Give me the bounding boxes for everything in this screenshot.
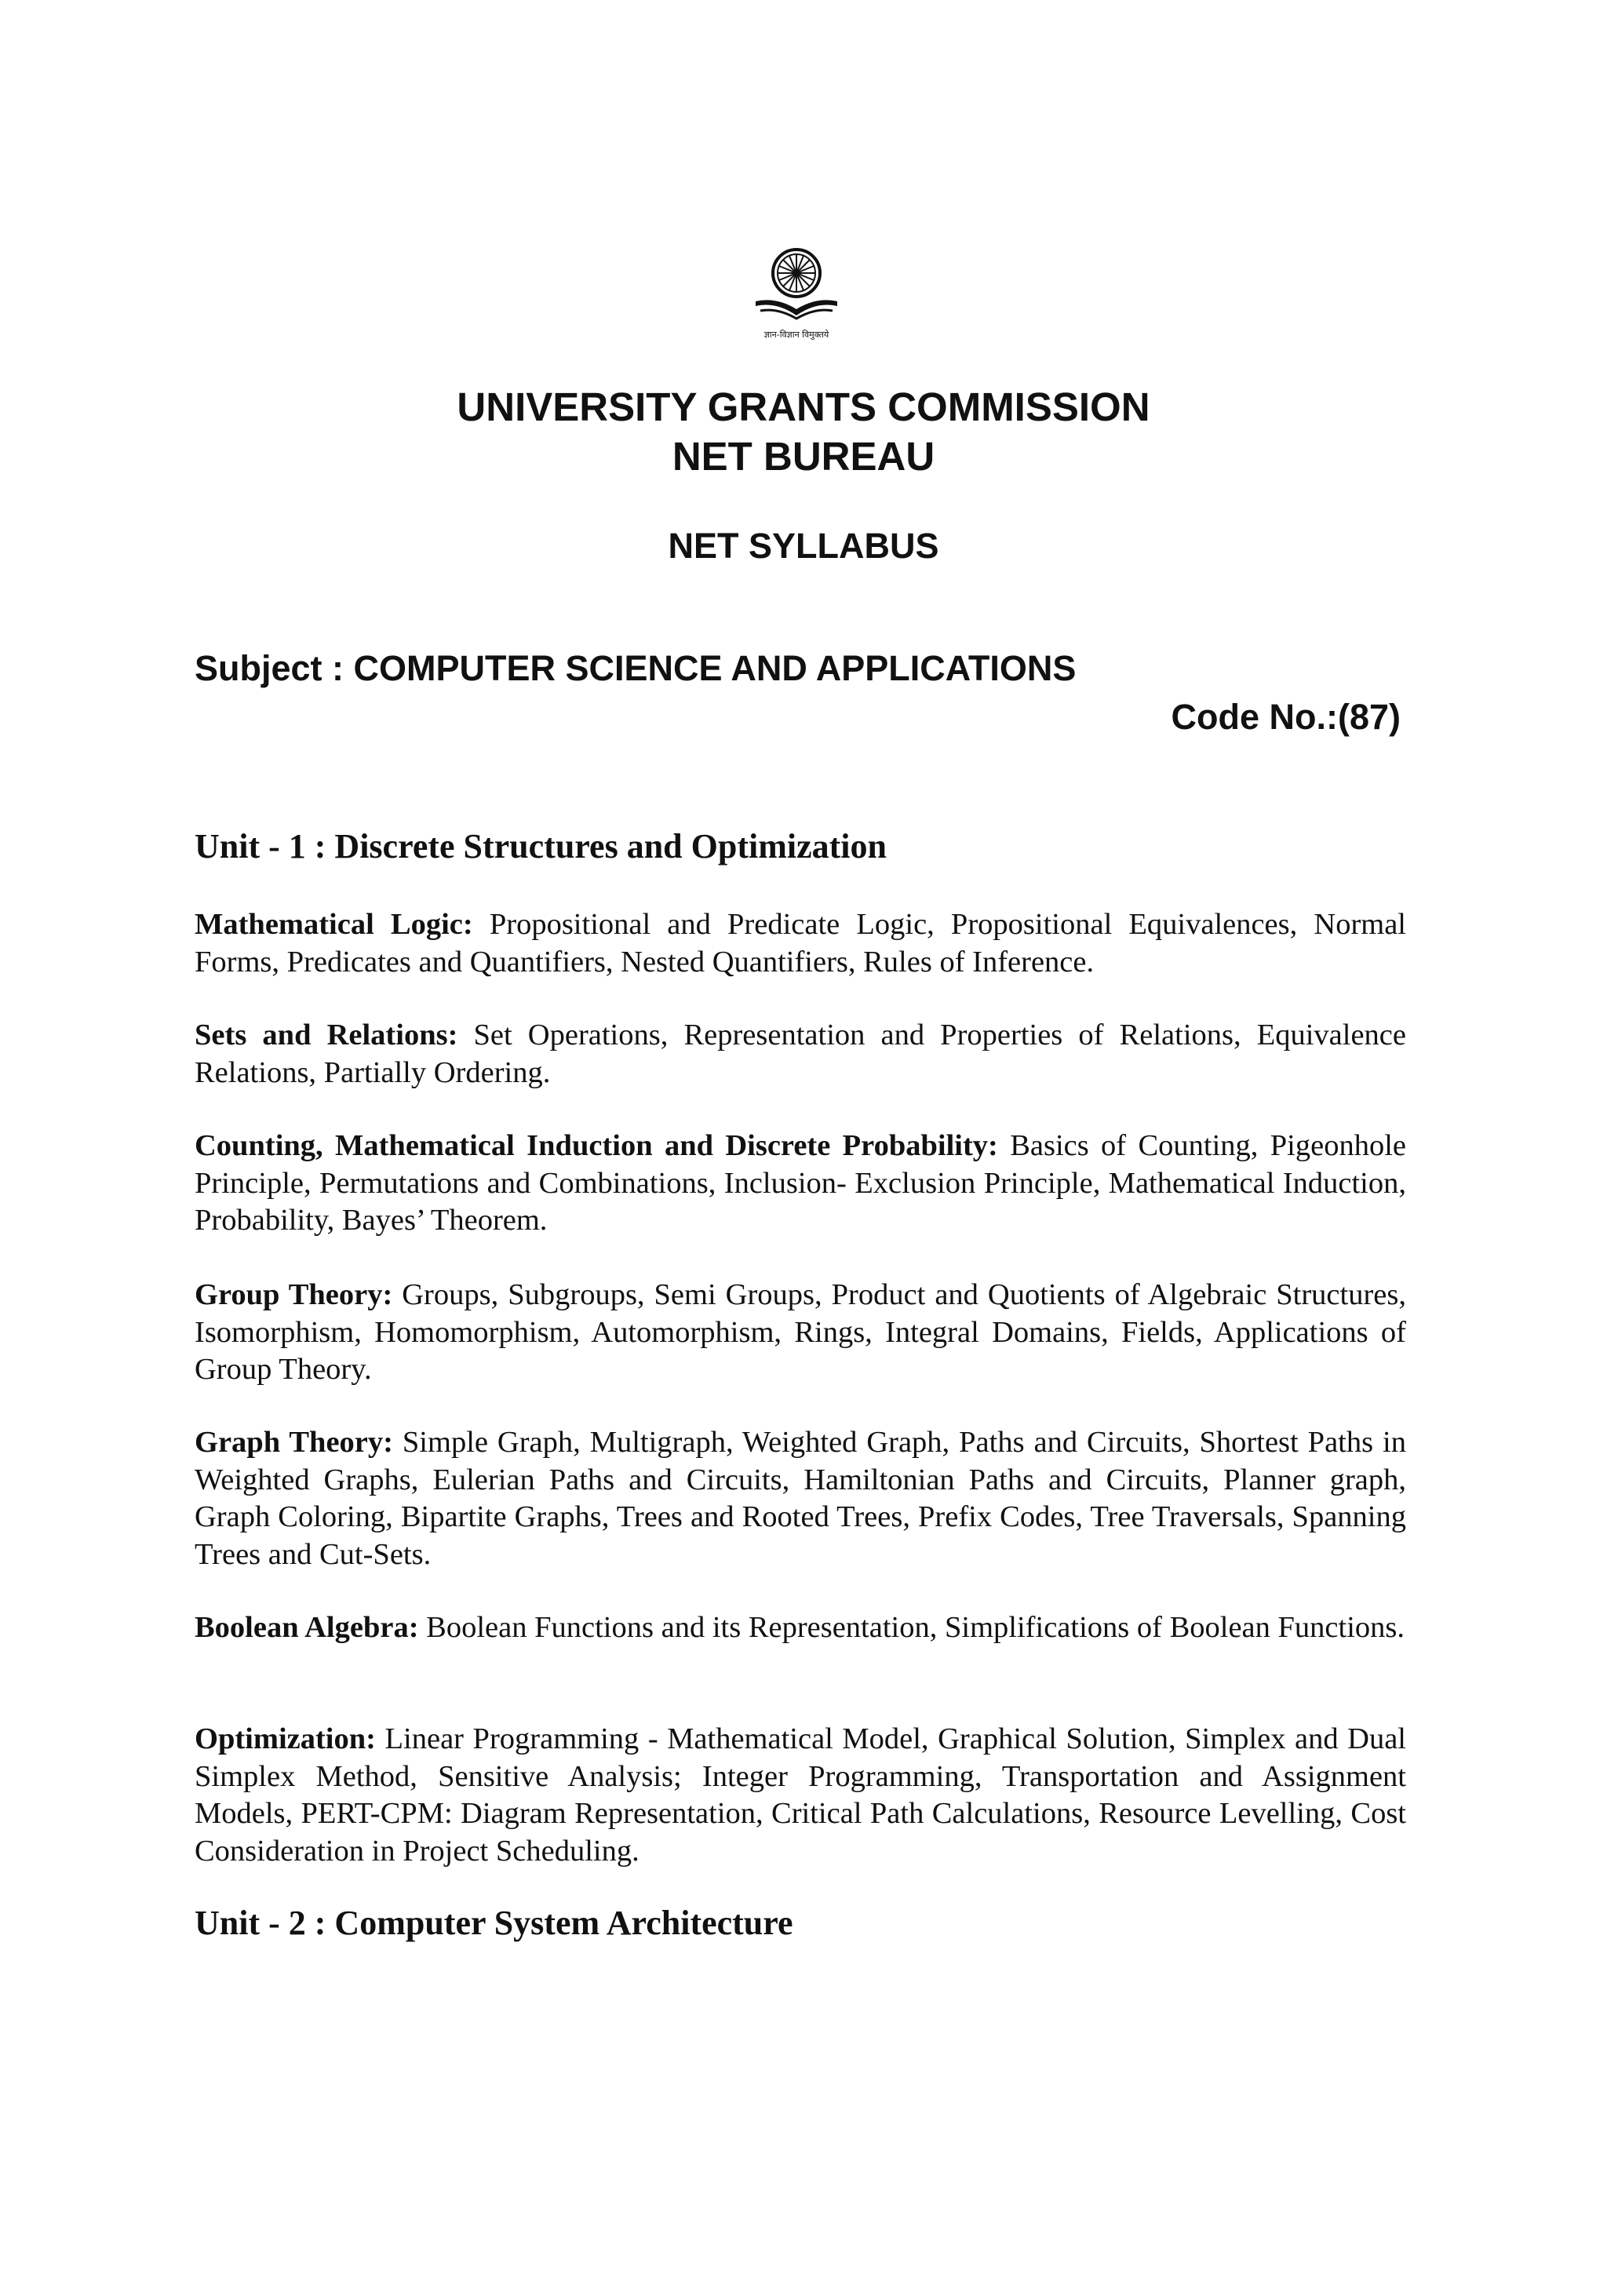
topic-body: Set Operations, Representation and Properties of Relations, Equivalence Relations, Partially Ordering. <box>195 1019 1406 1089</box>
org-bureau: NET BUREAU <box>672 434 935 479</box>
unit-1-title: Unit - 1 : Discrete Structures and Optimization <box>195 827 887 866</box>
org-name: UNIVERSITY GRANTS COMMISSION <box>457 384 1150 429</box>
topic-heading: Optimization: <box>195 1722 376 1755</box>
page-title: NET SYLLABUS <box>668 526 939 566</box>
topic-body: Propositional and Predicate Logic, Propositional Equivalences, Normal Forms, Predicates and Quantifiers, Nested Quantifiers, Rules of Inference. <box>195 908 1406 979</box>
ugc-emblem-icon <box>748 242 846 344</box>
topic-counting-probability <box>195 1128 1406 1240</box>
topic-heading: Counting, Mathematical Induction and Discrete Probability: <box>195 1129 998 1162</box>
unit-2-title: Unit - 2 : Computer System Architecture <box>195 1904 793 1942</box>
subject-code: Code No.:(87) <box>1171 697 1401 737</box>
subject-line: Subject : COMPUTER SCIENCE AND APPLICATIONS <box>195 648 1077 688</box>
topic-heading: Graph Theory: <box>195 1426 393 1459</box>
topic-optimization <box>195 1721 1406 1870</box>
topic-mathematical-logic <box>195 906 1406 981</box>
emblem-tagline: ज्ञान-विज्ञान विमुक्तये <box>763 330 829 340</box>
topic-heading: Boolean Algebra: <box>195 1611 419 1644</box>
topic-body: Basics of Counting, Pigeonhole Principle, Permutations and Combinations, Inclusion- Exclusion Principle, Mathematical Induction, Probability, Bayes’ Theorem. <box>195 1129 1406 1237</box>
topic-body: Linear Programming - Mathematical Model, Graphical Solution, Simplex and Dual Simplex Method, Sensitive Analysis; Integer Programming, Transportation and Assignment Models, PERT-CPM: Diagram Representation, Critical Path Calculations, Resource Levelling, Cost Consideration in Project Scheduling. <box>195 1722 1406 1868</box>
topic-heading: Group Theory: <box>195 1278 393 1311</box>
topic-heading: Mathematical Logic: <box>195 908 473 941</box>
topic-body: Boolean Functions and its Representation, Simplifications of Boolean Functions. <box>418 1611 1405 1644</box>
ugc-emblem <box>748 242 846 344</box>
topic-graph-theory <box>195 1424 1406 1573</box>
topic-group-theory <box>195 1277 1406 1389</box>
topic-boolean-algebra <box>195 1609 1406 1647</box>
topic-body: Groups, Subgroups, Semi Groups, Product and Quotients of Algebraic Structures, Isomorphism, Homomorphism, Automorphism, Rings, Integral Domains, Fields, Applications of Group Theory. <box>195 1278 1406 1386</box>
topic-heading: Sets and Relations: <box>195 1019 458 1051</box>
topic-body: Simple Graph, Multigraph, Weighted Graph, Paths and Circuits, Shortest Paths in Weighted Graphs, Eulerian Paths and Circuits, Hamiltonian Paths and Circuits, Planner graph, Graph Coloring, Bipartite Graphs, Trees and Rooted Trees, Prefix Codes, Tree Traversals, Spanning Trees and Cut-Sets. <box>195 1426 1406 1571</box>
topic-sets-relations <box>195 1017 1406 1092</box>
